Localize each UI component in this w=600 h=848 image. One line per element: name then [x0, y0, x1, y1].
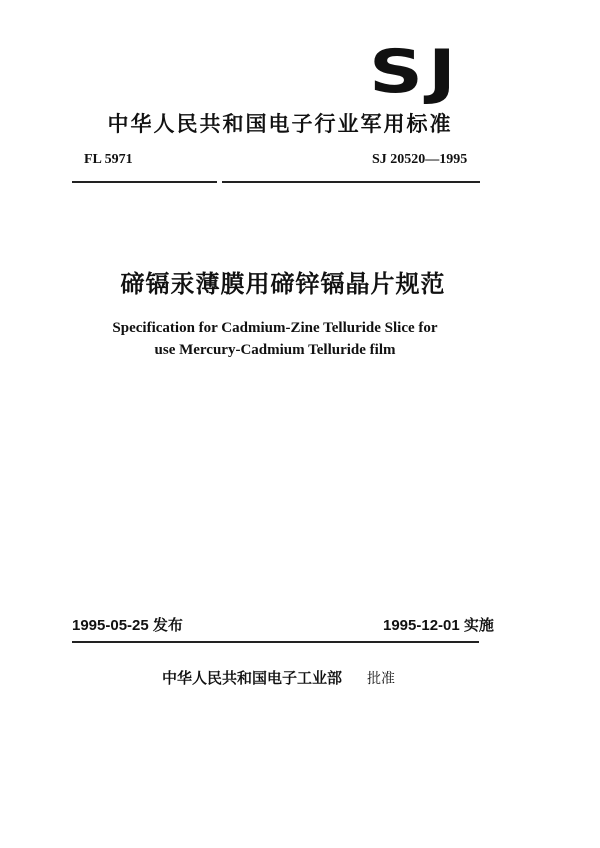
- issuer-title: 中华人民共和国电子行业军用标准: [107, 112, 453, 136]
- document-title-chinese: 碲镉汞薄膜用碲锌镉晶片规范: [120, 270, 446, 298]
- document-title-english-line-1: Specification for Cadmium-Zine Telluride Slice for: [112, 320, 438, 336]
- approve-label: 批准: [367, 671, 395, 687]
- header-rule-right: [222, 181, 480, 183]
- effective-date: 1995-12-01 实施: [383, 617, 494, 634]
- sj-logo: SJ: [369, 37, 461, 107]
- footer-rule: [72, 641, 479, 643]
- document-title-english-line-2: use Mercury-Cadmium Telluride film: [154, 342, 396, 358]
- issue-date: 1995-05-25 发布: [72, 617, 183, 634]
- classification-code: FL 5971: [84, 152, 133, 167]
- approving-authority: 中华人民共和国电子工业部: [162, 669, 343, 687]
- header-rule-left: [72, 181, 217, 183]
- standard-number: SJ 20520—1995: [372, 152, 468, 167]
